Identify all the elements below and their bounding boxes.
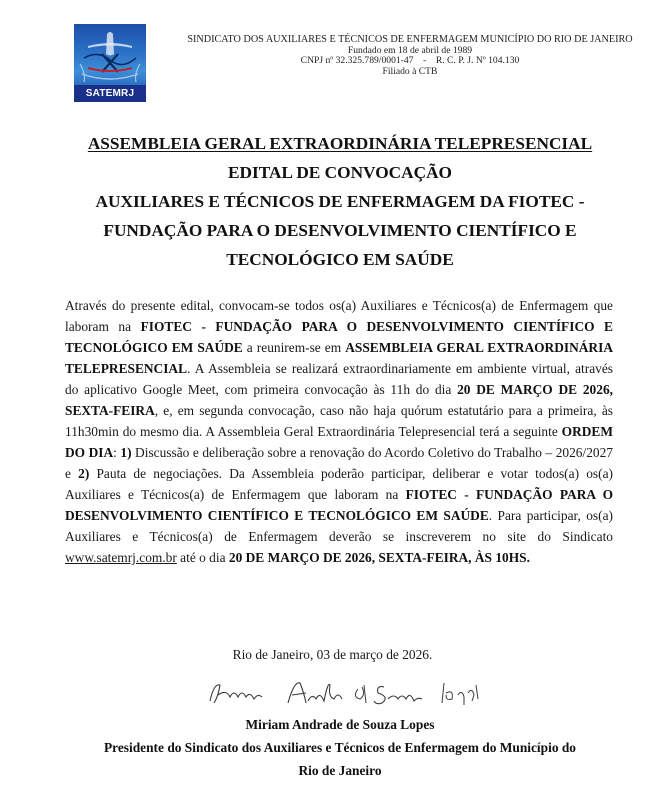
body-text: . Para participar, os(a) Auxiliares e Técnicos(a) de Enfermagem deverão se inscreverem no site do Sindicato: [65, 508, 613, 544]
body-text: até o dia: [176, 550, 229, 565]
affiliation: Filiado à CTB: [382, 65, 438, 77]
logo-label: SATEMRJ: [74, 85, 146, 102]
assembly-date: 20 DE MARÇO DE 2026, SEXTA-FEIRA: [65, 382, 613, 418]
body-text: . A Assembleia se realizará extraordinariamente em ambiente virtual, através do aplicativo Google Meet, com primeira convocação às 11h do dia: [65, 361, 613, 397]
subject-title-line-1: AUXILIARES E TÉCNICOS DE ENFERMAGEM DA FIOTEC -: [95, 192, 585, 211]
body-text: , e, em segunda convocação, caso não haja quórum estatutário para a primeira, às 11h30min do mesmo dia. A Assembleia Geral Extraordinária Telepresencial terá a seguinte: [65, 403, 613, 439]
organization-name: SINDICATO DOS AUXILIARES E TÉCNICOS DE ENFERMAGEM MUNICÍPIO DO RIO DE JANEIRO: [187, 34, 633, 45]
place-and-date: Rio de Janeiro, 03 de março de 2026.: [232, 647, 433, 662]
subject-title-line-2: FUNDAÇÃO PARA O DESENVOLVIMENTO CIENTÍFICO E: [103, 221, 577, 240]
satemrj-logo: [74, 24, 146, 102]
letterhead: [0, 0, 665, 110]
body-text: a reunirem-se em: [242, 340, 346, 355]
agenda-item-1-number: 1): [120, 445, 132, 460]
handwritten-signature-icon: [200, 675, 490, 710]
subject-title-line-3: TECNOLÓGICO EM SAÚDE: [226, 250, 454, 269]
registration-numbers: CNPJ nº 32.325.789/0001-47 - R. C. P. J. Nº 104.130: [300, 55, 520, 66]
body-text: Pauta de negociações. Da Assembleia poderão participar, deliberar e votar todos(a) os(a) Auxiliares e Técnicos(a) de Enfermagem que laboram na: [65, 466, 614, 502]
union-website-link[interactable]: www.satemrj.com.br: [65, 550, 177, 565]
edict-title: EDITAL DE CONVOCAÇÃO: [227, 163, 452, 182]
signer-name: Miriam Andrade de Souza Lopes: [245, 717, 435, 732]
body-text: Através do presente edital, convocam-se todos os(a) Auxiliares e Técnicos(a) de Enfermagem que laboram na: [65, 298, 613, 334]
institution-name: FIOTEC - FUNDAÇÃO PARA O DESENVOLVIMENTO CIENTÍFICO E TECNOLÓGICO EM SAÚDE: [65, 319, 613, 355]
registration-deadline: 20 DE MARÇO DE 2026, SEXTA-FEIRA, ÀS 10HS.: [228, 550, 530, 565]
signer-title-continued: Rio de Janeiro: [298, 763, 382, 778]
assembly-name: ASSEMBLEIA GERAL EXTRAORDINÁRIA TELEPRESENCIAL: [65, 340, 613, 376]
institution-name: FIOTEC - FUNDAÇÃO PARA O DESENVOLVIMENTO CIENTÍFICO E TECNOLÓGICO EM SAÚDE: [65, 487, 613, 523]
document-titles: [60, 129, 620, 274]
founded-date: Fundado em 18 de abril de 1989: [347, 44, 473, 56]
organization-info: [170, 35, 650, 77]
agenda-label: ORDEM DO DIA: [65, 424, 613, 460]
christ-redeemer-emblem-icon: [74, 24, 146, 86]
agenda-item-1-text: Discussão e deliberação sobre a renovação do Acordo Coletivo do Trabalho – 2026/2027 e: [65, 445, 613, 481]
convocation-body: [65, 295, 613, 568]
signer-title: Presidente do Sindicato dos Auxiliares e Técnicos de Enfermagem do Município do: [103, 740, 577, 755]
body-text: :: [113, 445, 121, 460]
signer-block: [60, 713, 620, 782]
assembly-title: ASSEMBLEIA GERAL EXTRAORDINÁRIA TELEPRESENCIAL: [87, 134, 593, 153]
agenda-item-2-number: 2): [78, 466, 90, 481]
